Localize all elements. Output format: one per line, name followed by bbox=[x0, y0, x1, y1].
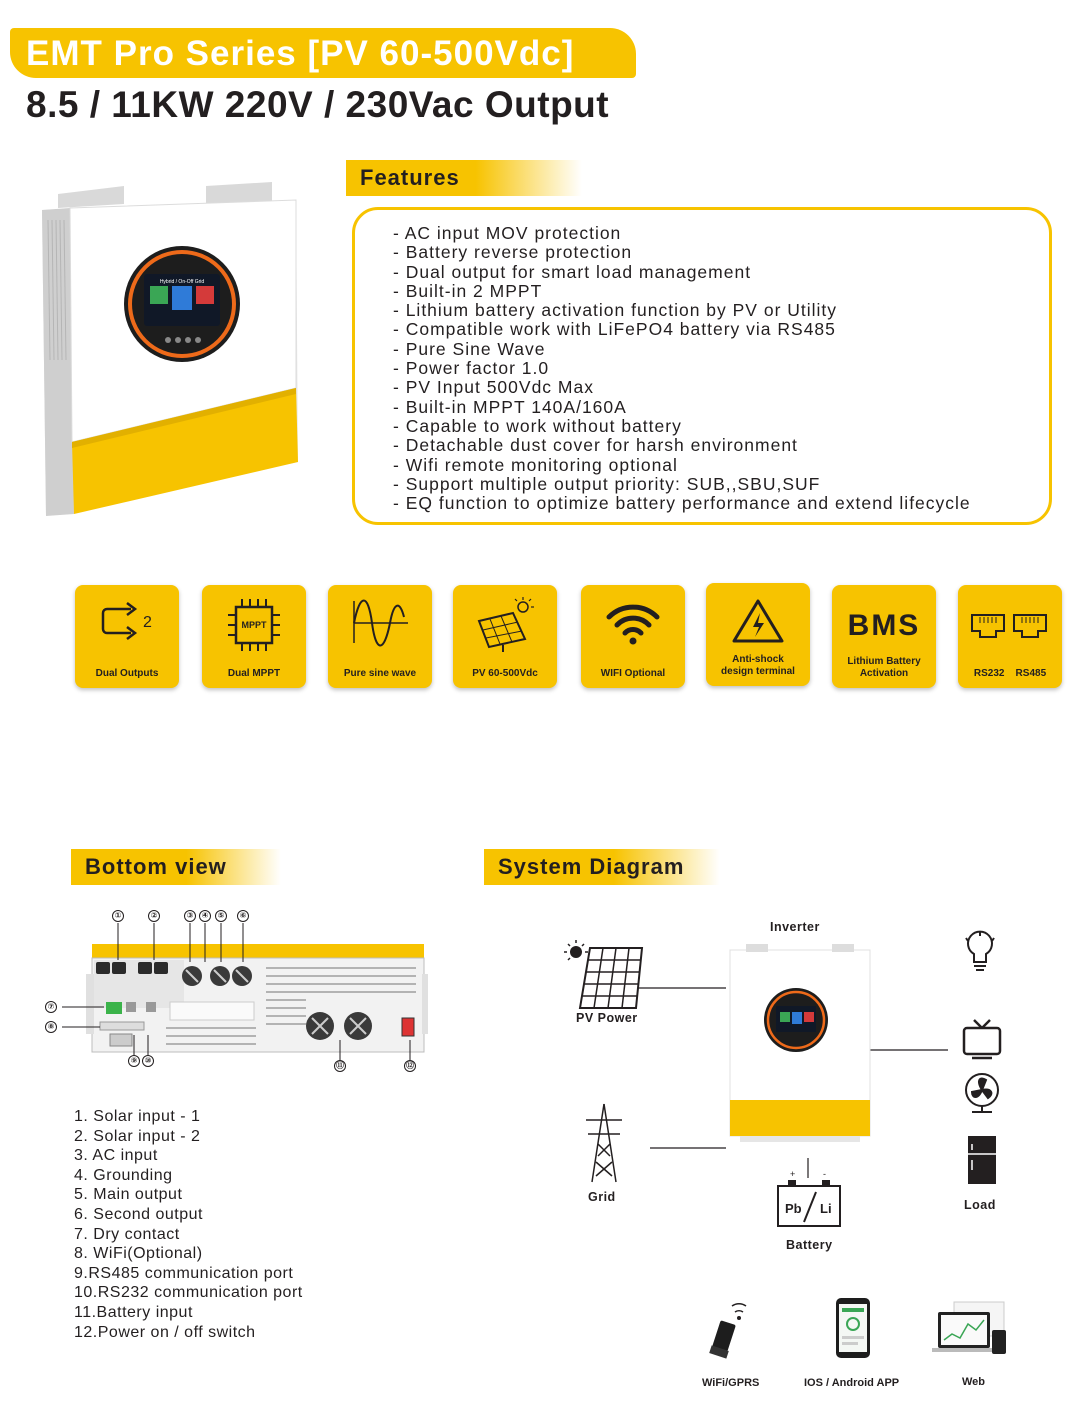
feature-item: - AC input MOV protection bbox=[393, 224, 971, 243]
marker-8: ⑧ bbox=[45, 1021, 57, 1033]
port-item: 7. Dry contact bbox=[74, 1225, 180, 1243]
web-label: Web bbox=[962, 1376, 986, 1388]
port-item: 3. AC input bbox=[74, 1147, 158, 1165]
feature-item: - Dual output for smart load management bbox=[393, 263, 971, 282]
feature-item: - Built-in 2 MPPT bbox=[393, 282, 971, 301]
inverter-label: Inverter bbox=[770, 920, 820, 934]
card-label: Dual MPPT bbox=[227, 668, 281, 679]
ios-android-app-label: IOS / Android APP bbox=[804, 1377, 900, 1389]
card-label: Lithium Battery Activation bbox=[847, 656, 921, 679]
dual-output-arrows-icon bbox=[97, 597, 157, 647]
marker-1: ① bbox=[112, 910, 124, 922]
feature-item: - Built-in MPPT 140A/160A bbox=[393, 398, 971, 417]
feature-item: - Support multiple output priority: SUB,,SBU,SUF bbox=[393, 475, 971, 494]
port-item: 5. Main output bbox=[74, 1186, 183, 1204]
feature-item: - Wifi remote monitoring optional bbox=[393, 456, 971, 475]
bottom-view-heading: Bottom view bbox=[85, 854, 227, 879]
diagram-grid-tower-icon bbox=[586, 1104, 622, 1182]
load-label: Load bbox=[964, 1198, 996, 1212]
system-diagram-graphic bbox=[540, 930, 1010, 1260]
inverter-product-image bbox=[36, 180, 306, 540]
diagram-fan-icon bbox=[966, 1074, 998, 1112]
features-heading-tab bbox=[346, 160, 582, 196]
feature-item: - Detachable dust cover for harsh environment bbox=[393, 436, 971, 455]
port-item: 10.RS232 communication port bbox=[74, 1284, 303, 1302]
page-title: EMT Pro Series [PV 60-500Vdc] bbox=[26, 34, 575, 73]
system-diagram-heading: System Diagram bbox=[498, 854, 685, 879]
card-label: Dual Outputs bbox=[95, 668, 159, 679]
diagram-battery-icon bbox=[778, 1169, 840, 1226]
bms-text: BMS bbox=[847, 609, 921, 642]
feature-item: - Lithium battery activation function by PV or Utility bbox=[393, 301, 971, 320]
smartphone-app-icon bbox=[834, 1296, 872, 1360]
svg-text:Pb: Pb bbox=[785, 1201, 802, 1216]
diagram-solar-panel-icon bbox=[564, 940, 642, 1008]
port-list bbox=[74, 1107, 303, 1342]
svg-text:MPPT: MPPT bbox=[241, 620, 267, 630]
diagram-inverter-icon bbox=[730, 944, 870, 1142]
system-diagram-heading-tab bbox=[484, 849, 720, 885]
diagram-bulb-icon bbox=[966, 932, 994, 970]
svg-text:+: + bbox=[790, 1169, 796, 1179]
pv-power-label: PV Power bbox=[576, 1011, 638, 1025]
sine-wave-icon bbox=[350, 597, 410, 647]
port-item: 12.Power on / off switch bbox=[74, 1323, 256, 1341]
marker-2: ② bbox=[148, 910, 160, 922]
bottom-view-leaders bbox=[0, 900, 440, 1080]
svg-text:2: 2 bbox=[143, 614, 152, 631]
port-item: 1. Solar input - 1 bbox=[74, 1108, 201, 1125]
bottom-view-heading-tab bbox=[71, 849, 281, 885]
feature-card-anti-shock bbox=[706, 583, 810, 686]
rj45-ports-icon bbox=[968, 611, 1052, 641]
card-label: RS232 RS485 bbox=[973, 668, 1047, 679]
features-heading: Features bbox=[360, 165, 460, 190]
marker-5: ⑤ bbox=[215, 910, 227, 922]
svg-text:-: - bbox=[823, 1169, 826, 1179]
marker-7: ⑦ bbox=[45, 1001, 57, 1013]
feature-card-wifi bbox=[581, 585, 685, 688]
title-banner bbox=[10, 28, 636, 78]
battery-label: Battery bbox=[786, 1238, 833, 1252]
marker-4: ④ bbox=[199, 910, 211, 922]
feature-card-dual-outputs bbox=[75, 585, 179, 688]
grid-label: Grid bbox=[588, 1190, 616, 1204]
marker-9: ⑨ bbox=[128, 1055, 140, 1067]
page-subtitle: 8.5 / 11KW 220V / 230Vac Output bbox=[26, 84, 610, 125]
feature-item: - Power factor 1.0 bbox=[393, 359, 971, 378]
port-item: 6. Second output bbox=[74, 1205, 203, 1223]
port-item: 11.Battery input bbox=[74, 1303, 193, 1321]
feature-item: - EQ function to optimize battery performance and extend lifecycle bbox=[393, 494, 971, 513]
feature-card-pure-sine bbox=[328, 585, 432, 688]
feature-item: - Battery reverse protection bbox=[393, 243, 971, 262]
feature-item: - PV Input 500Vdc Max bbox=[393, 378, 971, 397]
marker-10: ⑩ bbox=[142, 1055, 154, 1067]
wifi-icon bbox=[603, 597, 663, 647]
card-label: PV 60-500Vdc bbox=[472, 668, 538, 679]
port-item: 8. WiFi(Optional) bbox=[74, 1245, 203, 1263]
features-list bbox=[393, 224, 971, 513]
mppt-chip-icon bbox=[224, 597, 284, 653]
feature-item: - Capable to work without battery bbox=[393, 417, 971, 436]
high-voltage-warning-icon bbox=[728, 595, 788, 645]
web-dashboard-icon bbox=[930, 1300, 1014, 1362]
wifi-dongle-icon bbox=[702, 1298, 758, 1362]
marker-11: ⑪ bbox=[336, 1061, 344, 1070]
card-label: Anti-shock design terminal bbox=[721, 654, 795, 677]
port-item: 4. Grounding bbox=[74, 1166, 173, 1184]
diagram-fridge-icon bbox=[968, 1136, 996, 1184]
diagram-tv-icon bbox=[964, 1020, 1000, 1058]
port-item: 2. Solar input - 2 bbox=[74, 1127, 201, 1145]
marker-6: ⑥ bbox=[237, 910, 249, 922]
feature-item: - Compatible work with LiFePO4 battery via RS485 bbox=[393, 320, 971, 339]
wifi-gprs-label: WiFi/GPRS bbox=[702, 1377, 760, 1389]
marker-3: ③ bbox=[184, 910, 196, 922]
solar-panel-icon bbox=[475, 597, 535, 653]
svg-text:Li: Li bbox=[820, 1201, 832, 1216]
feature-item: - Pure Sine Wave bbox=[393, 340, 971, 359]
marker-12: ⑫ bbox=[406, 1061, 414, 1070]
features-box bbox=[352, 207, 1052, 525]
feature-card-bms bbox=[832, 585, 936, 688]
feature-card-rs-ports bbox=[958, 585, 1062, 688]
screen-caption: Hybrid / On-Off Grid bbox=[159, 279, 205, 285]
port-item: 9.RS485 communication port bbox=[74, 1264, 294, 1282]
feature-card-dual-mppt bbox=[202, 585, 306, 688]
card-label: Pure sine wave bbox=[343, 668, 417, 679]
feature-card-pv-voltage bbox=[453, 585, 557, 688]
card-label: WIFI Optional bbox=[600, 668, 666, 679]
